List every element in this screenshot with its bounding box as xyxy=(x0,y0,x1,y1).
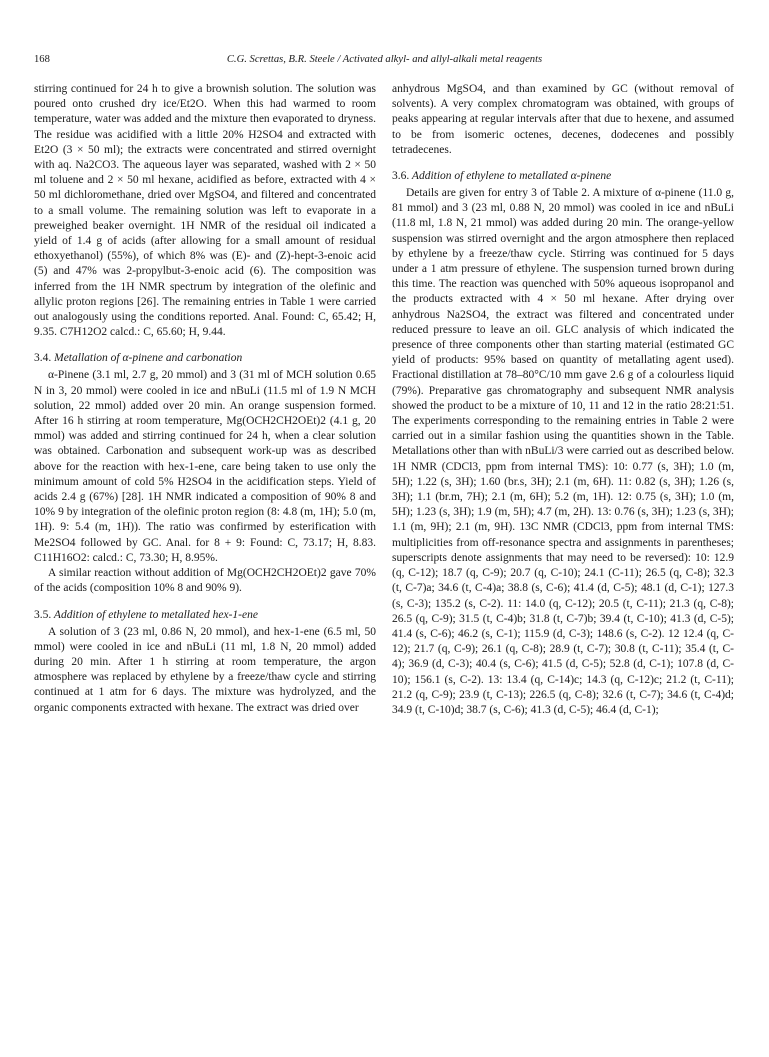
section-heading-3-5 xyxy=(34,608,376,623)
section-heading-3-4 xyxy=(34,351,376,366)
section-title: Addition of ethylene to metallated α-pinene xyxy=(411,170,612,183)
section-heading-3-6 xyxy=(392,169,734,184)
paragraph: anhydrous MgSO4, and than examined by GC (without removal of solvents). A very complex chromatogram was obtained, with groups of peaks appearing at regular intervals after that due to hexene, and assumed to be from isomeric octenes, decenes, dodecenes and possibly tetradecenes. xyxy=(392,83,734,156)
right-column xyxy=(392,82,734,718)
paragraph: A solution of 3 (23 ml, 0.86 N, 20 mmol), and hex-1-ene (6.5 ml, 50 mmol) were cooled in ice and nBuLi (11 ml, 1.8 N, 20 mmol) added during 20 min. After 1 h stirring at room temperature, the argon atmosphere was replaced by ethylene by a freeze/thaw cycle and stirring continued at 1 atm for 6 days. The mixture was hydrolyzed, and the organic components extracted with hexane. The extract was dried over xyxy=(34,625,376,714)
section-title: Addition of ethylene to metallated hex-1-ene xyxy=(53,608,258,621)
paragraph: A similar reaction without addition of Mg(OCH2CH2OEt)2 gave 70% of the acids (composition 10% 8 and 90% 9). xyxy=(34,567,376,595)
section-number: 3.4. xyxy=(34,352,52,365)
paragraph: Details are given for entry 3 of Table 2. A mixture of α-pinene (11.0 g, 81 mmol) and 3 (23 ml, 0.88 N, 20 mmol) was cooled in ice and nBuLi (11.8 ml, 1.8 N, 21 mmol) was added during 20 min. The orange-yellow suspension was stirred overnight and the argon atmosphere then replaced by ethylene by a freeze/thaw cycle. Stirring was continued for 5 days under a 1 atm pressure of ethylene. The suspension turned brown during this time. The reaction was quenched with 50% aqueous isopropanol and the products extracted with 4 × 50 ml hexane. After drying over anhydrous Na2SO4, the extract was filtered and concentrated under reduced pressure to leave an oil. GLC analysis of which indicated the presence of three components other than starting material (estimated GC yield of products: 95% based on quantity of metallating agent used). Fractional distillation at 78–80°C/10 mm gave 2.6 g of a colourless liquid (79%). Preparative gas chromatography and subsequent NMR analysis showed the product to be a mixture of 10, 11 and 12 in the ratio 28:21:51. The experiments corresponding to the remaining entries in Table 2 were carried out in a similar fashion using the quantities shown in the Table. Metallations other than with nBuLi/3 were carried out as described below. 1H NMR (CDCl3, ppm from internal TMS): 10: 0.77 (s, 3H); 1.0 (m, 5H); 1.22 (s, 3H); 1.60 (br.s, 3H); 2.1 (m, 6H). 11: 0.82 (s, 3H); 1.26 (s, 3H); 1.1 (br.m, 7H); 2.1 (m, 6H); 5.2 (m, 1H). 12: 0.75 (s, 3H); 1.0 (m, 5H); 1.23 (s, 3H); 1.9 (m, 5H); 4.7 (m, 2H). 13: 0.76 (s, 3H); 1.23 (s, 3H); 1.1 (m, 9H); 2.1 (m, 9H). 13C NMR (CDCl3, ppm from internal TMS: multiplicities from off-resonance spectra and assignments in parentheses; superscripts denote assignments that may need to be reversed): 10: 12.9 (q, C-12); 18.7 (q, C-9); 20.7 (q, C-10); 24.1 (C-11); 26.5 (q, C-8); 32.3 (t, C-7)a; 34.6 (t, C-4)a; 38.8 (s, C-6); 41.4 (d, C-5); 48.1 (d, C-1); 127.3 (s, C-3); 135.2 (s, C-2). 11: 14.0 (q, C-12); 20.5 (t, C-11); 21.3 (q, C-8); 26.5 (q, C-9); 31.5 (t, C-4)b; 31.8 (t, C-7)b; 39.4 (t, C-10); 41.3 (d, C-5); 41.4 (s, C-6); 46.2 (s, C-1); 115.9 (d, C-3); 148.6 (s, C-2). 12 12.4 (q, C-12); 21.7 (q, C-9); 26.1 (q, C-8); 28.9 (t, C-7); 30.8 (t, C-11); 35.4 (t, C-4); 36.9 (d, C-3); 40.4 (s, C-6); 41.5 (d, C-5); 52.8 (d, C-1); 107.8 (d, C-10); 156.1 (s, C-2). 13: 13.4 (q, C-14)c; 14.3 (q, C-12)c; 21.2 (t, C-11); 21.2 (q, C-9); 23.9 (t, C-13); 226.5 (q, C-8); 32.6 (t, C-7); 34.6 (t, C-4)d; 34.9 (t, C-10)d; 38.7 (s, C-6); 41.3 (d, C-5); 46.4 (d, C-1); xyxy=(392,187,734,716)
section-number: 3.5. xyxy=(34,608,52,621)
section-number: 3.6. xyxy=(392,170,410,183)
paragraph: α-Pinene (3.1 ml, 2.7 g, 20 mmol) and 3 (31 ml of MCH solution 0.65 N in 3, 20 mmol) were cooled in ice and nBuLi (11.5 ml of 1.9 N MCH solution, 22 mmol) added over 20 min. An orange suspension formed. After 16 h stirring at room temperature, Mg(OCH2CH2OEt)2 (4.1 g, 20 mmol) was added and stirring continued for 24 h, when a clear solution was obtained. Carbonation and subsequent work-up was as described above for the reaction with hex-1-ene, care being taken to use only the minimum amount of cold 5% H2SO4 in the acidification steps. Yield of acids 2.4 g (67%) [28]. 1H NMR indicated a composition of 90% 8 and 10% 9 by integration of the olefinic proton region (8: 4.8 (m, 1H); 5.0 (m, 1H). 9: 5.4 (m, 1H)). The ratio was confirmed by esterification with Me2SO4 followed by GC. Anal. for 8 + 9: Found: C, 73.17; H, 8.83. C11H16O2: calcd.: C, 73.30; H, 8.95%. xyxy=(34,369,376,564)
page-number: 168 xyxy=(34,54,50,65)
paragraph: stirring continued for 24 h to give a brownish solution. The solution was poured onto crushed dry ice/Et2O. When this had warmed to room temperature, water was added and the mixture then evaporated to dryness. The residue was acidified with a little 20% H2SO4 and extracted with Et2O (3 × 50 ml); the extracts were concentrated and stirred overnight with aq. Na2CO3. The aqueous layer was separated, washed with 2 × 50 ml toluene and 2 × 50 ml hexane, acidified as before, extracted with 4 × 50 ml dichloromethane, dried over MgSO4, and filtered and concentrated to a small volume. The remaining solution was left to evaporate in a preweighed beaker overnight. 1H NMR of the residual oil indicated a yield of 1.4 g of acids (after allowing for a small amount of residual ethoxyethanol) (55%), of which 8% was (E)- and (Z)-hept-3-enoic acid (5) and 47% was 2-propylbut-3-enoic acid (6). The composition was inferred from the 1H NMR spectrum by integration of the olefinic and allylic proton regions [26]. The remaining entries in Table 1 were carried out analogously using the conditions reported. Anal. Found: C, 65.42; H, 9.35. C7H12O2 calcd.: C, 65.60; H, 9.44. xyxy=(34,83,376,339)
section-title: Metallation of α-pinene and carbonation xyxy=(54,352,243,365)
running-header xyxy=(34,54,735,70)
left-column xyxy=(34,82,376,716)
running-title: C.G. Screttas, B.R. Steele / Activated alkyl- and allyl-alkali metal reagents xyxy=(226,54,543,65)
